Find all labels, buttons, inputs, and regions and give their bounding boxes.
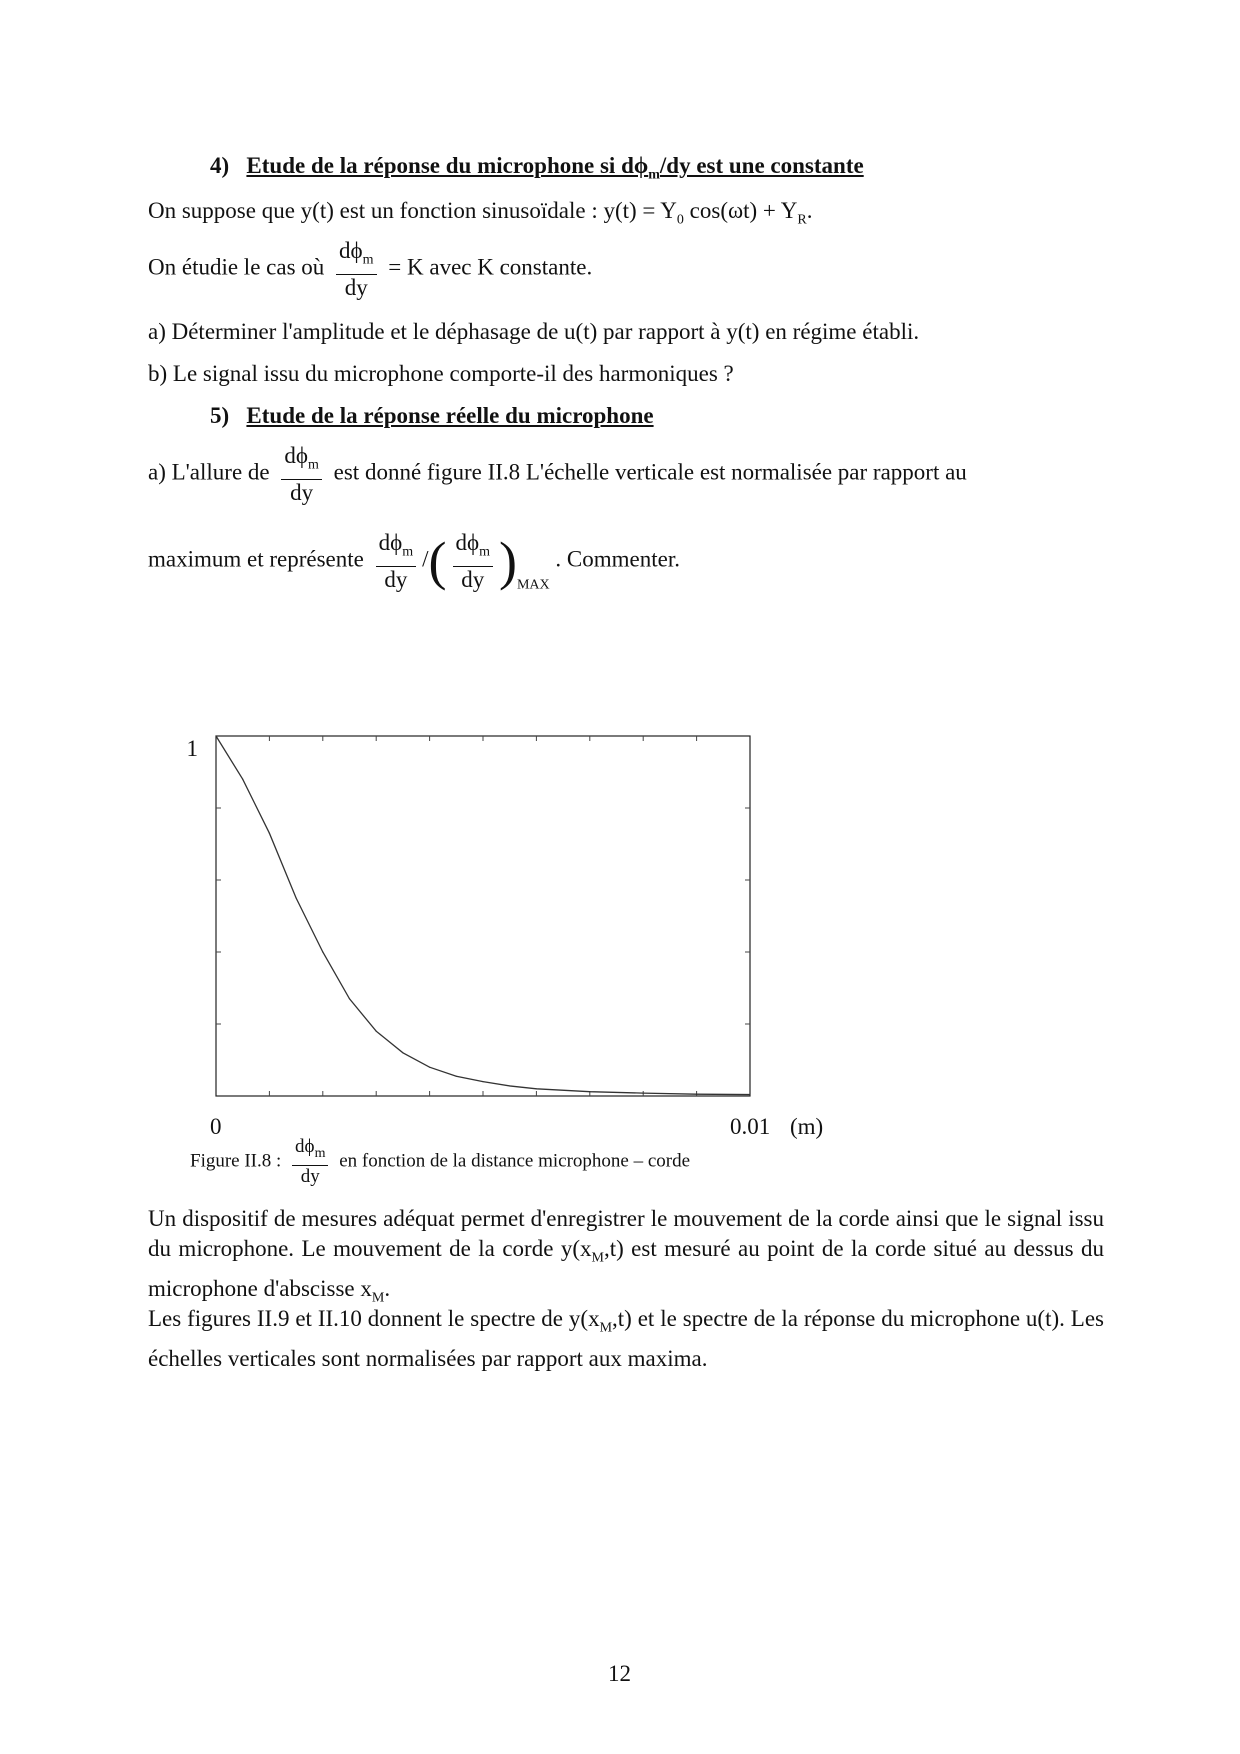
section-5-title: Etude de la réponse réelle du microphone — [246, 403, 654, 428]
data-point — [482, 1081, 483, 1082]
question-5a-line1 — [148, 443, 967, 506]
question-5a-line2 — [148, 530, 680, 600]
data-point — [376, 1031, 377, 1032]
fraction-dphi-dy-ratio — [376, 530, 417, 593]
fraction-dphi-dy-5a — [281, 443, 322, 506]
frac-sub: m — [479, 544, 490, 560]
p1-text-a: On suppose que y(t) est un fonction sinusoïdale : y(t) = Y — [148, 198, 677, 223]
frac-sub: m — [308, 457, 319, 473]
data-point — [696, 1094, 697, 1095]
left-paren: ( — [428, 531, 447, 592]
paragraph-spectra — [148, 1304, 1104, 1374]
caption-suffix: en fonction de la distance microphone – corde — [339, 1150, 691, 1172]
data-point — [589, 1091, 590, 1092]
frac-den: dy — [300, 1165, 320, 1187]
slash: / — [422, 546, 429, 572]
frac-sub: m — [314, 1145, 326, 1161]
q5a-suffix: est donné figure II.8 L'échelle verticale est normalisée par rapport au — [333, 459, 967, 485]
data-point — [322, 951, 323, 952]
right-paren: ) — [499, 531, 517, 592]
data-point — [509, 1085, 510, 1086]
data-point — [536, 1088, 537, 1089]
para2-text-a: Les figures II.9 et II.10 donnent le spectre de y(x — [148, 1306, 600, 1331]
caption-fraction — [292, 1136, 328, 1188]
section-5-number: 5) — [210, 403, 230, 428]
section-4-number: 4) — [210, 153, 230, 178]
frac-num: dϕ — [378, 530, 403, 555]
x-tick-label: 0 — [210, 1114, 222, 1139]
y-tick-label: 1 — [186, 736, 198, 761]
x-tick-label: 0.01 — [730, 1114, 771, 1139]
fraction-dphi-dy — [336, 238, 377, 301]
section-4-title — [246, 153, 864, 183]
section-4-heading — [210, 152, 864, 190]
section-4-title-sub: m — [648, 167, 660, 183]
series-line-0 — [216, 736, 750, 1095]
data-point — [296, 897, 297, 898]
q5a-line2-suffix: . Commenter. — [555, 546, 680, 572]
para1-sub-2: M — [371, 1290, 385, 1306]
frac-den: dy — [384, 566, 408, 592]
data-point — [349, 998, 350, 999]
p1-sub-0: 0 — [676, 212, 684, 228]
plot-frame — [216, 736, 750, 1096]
p2-text-a: On étudie le cas où — [148, 254, 325, 280]
caption-prefix: Figure II.8 : — [190, 1150, 282, 1172]
data-point — [269, 833, 270, 834]
x-axis-unit-label: (m) — [790, 1114, 824, 1139]
frac-sub: m — [402, 544, 414, 560]
figure-caption — [190, 1136, 690, 1188]
section-4-title-part-b: /dy est une constante — [659, 153, 864, 178]
data-point — [456, 1076, 457, 1077]
question-4b: b) Le signal issu du microphone comporte-il des harmoniques ? — [148, 361, 734, 386]
fraction-dphi-dy-max — [453, 530, 494, 593]
para1-sub-1: M — [591, 1250, 604, 1266]
q5a-prefix: a) L'allure de — [148, 459, 270, 485]
frac-num: dϕ — [339, 238, 363, 263]
data-point — [643, 1093, 644, 1094]
frac-sub: m — [362, 252, 374, 268]
frac-den: dy — [344, 274, 368, 300]
p1-text-b: cos(ωt) + Y — [683, 198, 798, 223]
section-4-title-part-a: Etude de la réponse du microphone si dϕ — [246, 153, 649, 178]
data-point — [749, 1094, 750, 1095]
para2-text-b: ,t) et le spectre de la réponse du microphone u(t). Les échelles verticales sont normalisées par rapport aux maxima. — [148, 1306, 1104, 1371]
paragraph-measurement — [148, 1204, 1104, 1313]
data-point — [242, 779, 243, 780]
para1-text-b: ,t) est mesuré au point de la corde situé au dessus du microphone d'abscisse x — [148, 1236, 1104, 1301]
paragraph-constant-case — [148, 238, 592, 301]
para1-text-a: Un dispositif de mesures adéquat permet d'enregistrer le mouvement de la corde ainsi que le signal issu du microphone. Le mouvement de la corde y(x — [148, 1206, 1104, 1261]
frac-num: dϕ — [295, 1136, 315, 1157]
para2-sub-1: M — [599, 1320, 613, 1336]
frac-num: dϕ — [455, 530, 480, 555]
frac-den: dy — [290, 479, 314, 505]
question-4a: a) Déterminer l'amplitude et le déphasage de u(t) par rapport à y(t) en régime établi. — [148, 319, 920, 344]
frac-den: dy — [461, 566, 485, 592]
data-point — [429, 1067, 430, 1068]
max-subscript: MAX — [516, 577, 550, 593]
paragraph-sinusoid — [148, 197, 812, 235]
q5a-line2-prefix: maximum et représente — [148, 546, 364, 572]
data-point — [402, 1052, 403, 1053]
p2-text-b: = K avec K constante. — [388, 254, 593, 280]
para1-text-c: . — [384, 1275, 391, 1301]
section-5-heading — [210, 402, 654, 430]
frac-num: dϕ — [284, 443, 308, 468]
page-number: 12 — [608, 1661, 631, 1686]
data-point — [215, 735, 216, 736]
p1-sub-r: R — [797, 212, 807, 228]
figure-ii-8-chart — [0, 720, 1240, 1180]
p1-text-c: . — [806, 198, 813, 223]
